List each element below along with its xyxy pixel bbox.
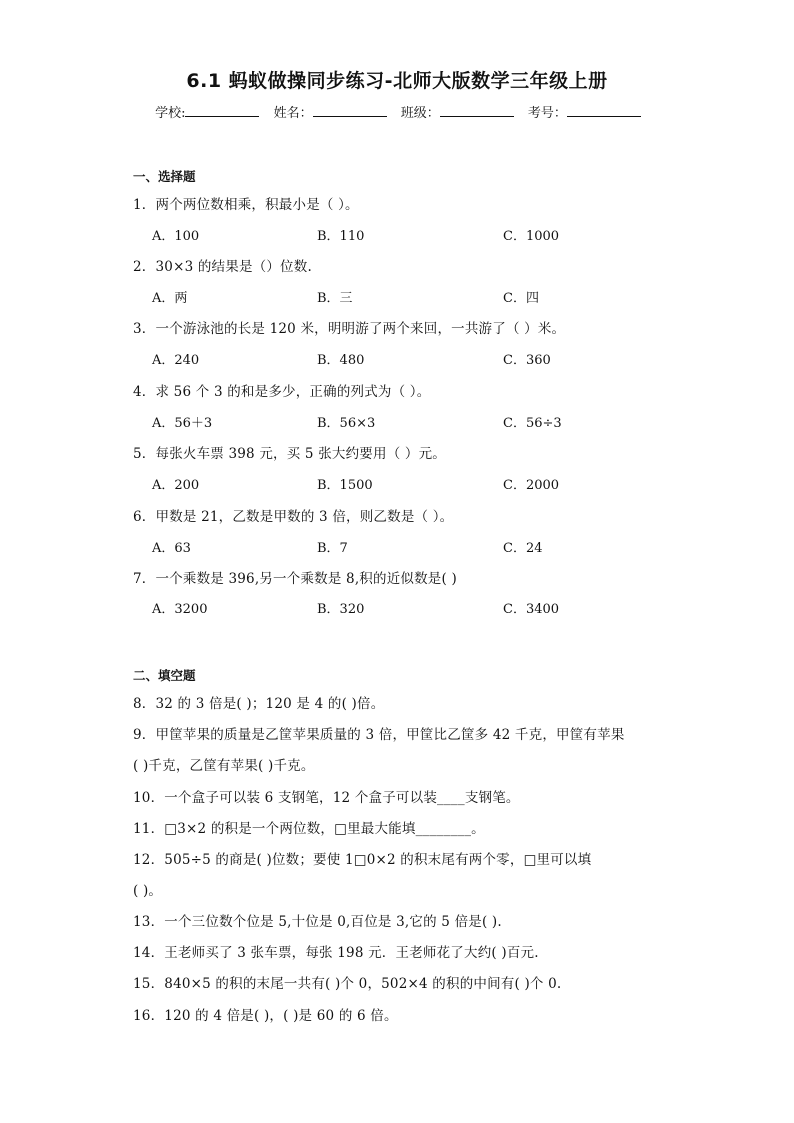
q6-option-b: B．7 bbox=[317, 541, 348, 556]
q4-option-a: A．56＋3 bbox=[152, 416, 213, 431]
q4-option-c: C．56÷3 bbox=[503, 416, 562, 431]
q6-option-c: C．24 bbox=[503, 541, 543, 556]
question-9: 9．甲筐苹果的质量是乙筐苹果质量的 3 倍，甲筐比乙筐多 42 千克，甲筐有苹果 bbox=[133, 727, 625, 743]
question-9-continued: ( )千克，乙筐有苹果( )千克。 bbox=[133, 758, 315, 774]
q5-option-b: B．1500 bbox=[317, 478, 373, 493]
section-heading-fill-blank: 二、填空题 bbox=[133, 668, 196, 683]
school-field[interactable] bbox=[185, 104, 259, 117]
q1-option-a: A．100 bbox=[152, 229, 200, 244]
q3-option-b: B．480 bbox=[317, 353, 365, 368]
question-6: 6．甲数是 21，乙数是甲数的 3 倍，则乙数是（ ）。 bbox=[133, 509, 454, 525]
question-16: 16．120 的 4 倍是( )，( )是 60 的 6 倍。 bbox=[133, 1008, 398, 1024]
q7-option-b: B．320 bbox=[317, 602, 365, 617]
q3-option-c: C．360 bbox=[503, 353, 551, 368]
question-13: 13．一个三位数个位是 5,十位是 0,百位是 3,它的 5 倍是( ). bbox=[133, 914, 502, 930]
q2-option-b: B．三 bbox=[317, 291, 353, 306]
question-3: 3．一个游泳池的长是 120 米，明明游了两个来回，一共游了（ ）米。 bbox=[133, 321, 566, 337]
q7-option-c: C．3400 bbox=[503, 602, 560, 617]
worksheet-title: 6.1 蚂蚁做操同步练习-北师大版数学三年级上册 bbox=[186, 70, 608, 92]
q7-option-a: A．3200 bbox=[152, 602, 208, 617]
question-12: 12．505÷5 的商是( )位数；要使 1□0×2 的积末尾有两个零，□里可以填 bbox=[133, 852, 592, 868]
question-5: 5．每张火车票 398 元，买 5 张大约要用（ ）元。 bbox=[133, 446, 447, 462]
q5-option-c: C．2000 bbox=[503, 478, 560, 493]
name-label: 姓名： bbox=[273, 106, 313, 121]
q6-option-a: A．63 bbox=[152, 541, 191, 556]
question-2: 2．30×3 的结果是（）位数. bbox=[133, 259, 312, 275]
question-15: 15．840×5 的积的末尾一共有( )个 0，502×4 的积的中间有( )个 0. bbox=[133, 976, 562, 992]
exam-number-field[interactable] bbox=[567, 104, 641, 117]
q4-option-b: B．56×3 bbox=[317, 416, 376, 431]
question-12-continued: ( )。 bbox=[133, 883, 163, 899]
class-field[interactable] bbox=[440, 104, 514, 117]
q1-option-b: B．110 bbox=[317, 229, 365, 244]
school-label: 学校: bbox=[155, 106, 186, 121]
question-4: 4．求 56 个 3 的和是多少，正确的列式为（ ）。 bbox=[133, 384, 431, 400]
question-8: 8．32 的 3 倍是( )；120 是 4 的( )倍。 bbox=[133, 696, 385, 712]
student-info-line bbox=[0, 102, 794, 121]
question-11: 11．□3×2 的积是一个两位数，□里最大能填________。 bbox=[133, 821, 485, 837]
q3-option-a: A．240 bbox=[152, 353, 200, 368]
exam-number-label: 考号： bbox=[527, 106, 567, 121]
name-field[interactable] bbox=[313, 104, 387, 117]
q2-option-c: C．四 bbox=[503, 291, 539, 306]
q2-option-a: A．两 bbox=[152, 291, 188, 306]
question-1: 1．两个两位数相乘，积最小是（ ）。 bbox=[133, 197, 359, 213]
q1-option-c: C．1000 bbox=[503, 229, 560, 244]
q5-option-a: A．200 bbox=[152, 478, 200, 493]
question-7: 7．一个乘数是 396,另一个乘数是 8,积的近似数是( ) bbox=[133, 571, 457, 587]
question-14: 14．王老师买了 3 张车票，每张 198 元．王老师花了大约( )百元. bbox=[133, 945, 539, 961]
class-label: 班级： bbox=[400, 106, 440, 121]
section-heading-choice: 一、选择题 bbox=[133, 169, 196, 184]
question-10: 10．一个盒子可以装 6 支钢笔，12 个盒子可以装____支钢笔。 bbox=[133, 790, 520, 806]
